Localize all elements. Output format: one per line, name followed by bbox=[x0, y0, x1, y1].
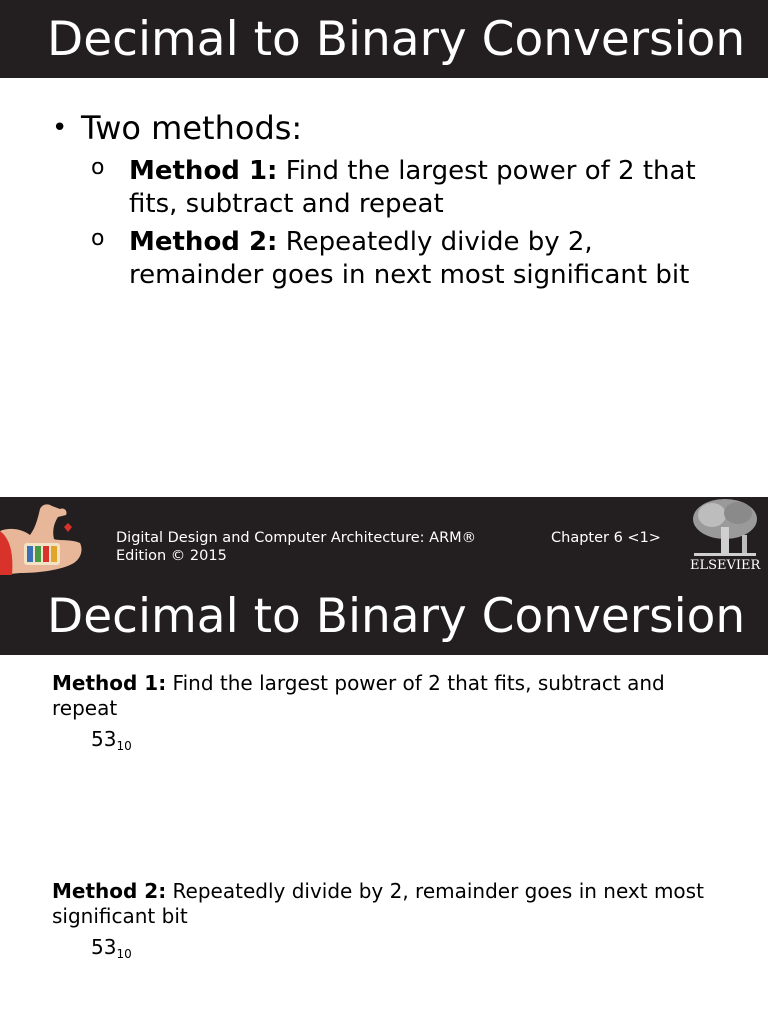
title-bar bbox=[0, 0, 768, 78]
method-2-text bbox=[129, 226, 699, 292]
title-bar bbox=[0, 577, 768, 655]
method-1-number bbox=[91, 727, 132, 758]
method-2-description: Repeatedly divide by 2, remainder goes in next most significant bit bbox=[129, 227, 690, 290]
method-2-label: Method 2: bbox=[129, 227, 278, 257]
number-base: 10 bbox=[116, 947, 132, 961]
slide-2 bbox=[0, 577, 768, 1024]
method-2-number bbox=[91, 935, 132, 966]
method-2-description: Repeatedly divide by 2, remainder goes in next most significant bit bbox=[52, 879, 704, 928]
method-1-label: Method 1: bbox=[129, 156, 278, 186]
method-2-label: Method 2: bbox=[52, 879, 167, 903]
method-2-text bbox=[52, 879, 732, 929]
tree-icon bbox=[690, 497, 760, 559]
book-title: Digital Design and Computer Architecture: ARM® Edition © 2015 bbox=[116, 530, 477, 564]
publisher-name: ELSEVIER bbox=[690, 558, 761, 573]
method-1-description: Find the largest power of 2 that fits, subtract and repeat bbox=[129, 156, 696, 219]
sub-bullet-icon: o bbox=[91, 155, 105, 180]
number-value: 53 bbox=[91, 935, 117, 959]
slide-footer bbox=[0, 497, 768, 577]
number-value: 53 bbox=[91, 727, 117, 751]
elsevier-logo bbox=[690, 497, 760, 577]
slide-1 bbox=[0, 0, 768, 497]
method-1-text bbox=[52, 671, 732, 721]
slide-title: Decimal to Binary Conversion bbox=[47, 12, 746, 67]
slide-title: Decimal to Binary Conversion bbox=[47, 589, 746, 644]
method-1-description: Find the largest power of 2 that fits, subtract and repeat bbox=[52, 671, 665, 720]
bullet-text: Two methods: bbox=[81, 109, 303, 147]
method-1-label: Method 1: bbox=[52, 671, 167, 695]
sub-bullet-icon: o bbox=[91, 226, 105, 251]
method-1-text bbox=[129, 155, 699, 221]
chapter-label: Chapter 6 <1> bbox=[551, 530, 661, 546]
flexed-arm-logo-icon bbox=[0, 501, 84, 577]
number-base: 10 bbox=[116, 739, 132, 753]
bullet-dot-icon: • bbox=[52, 113, 68, 143]
